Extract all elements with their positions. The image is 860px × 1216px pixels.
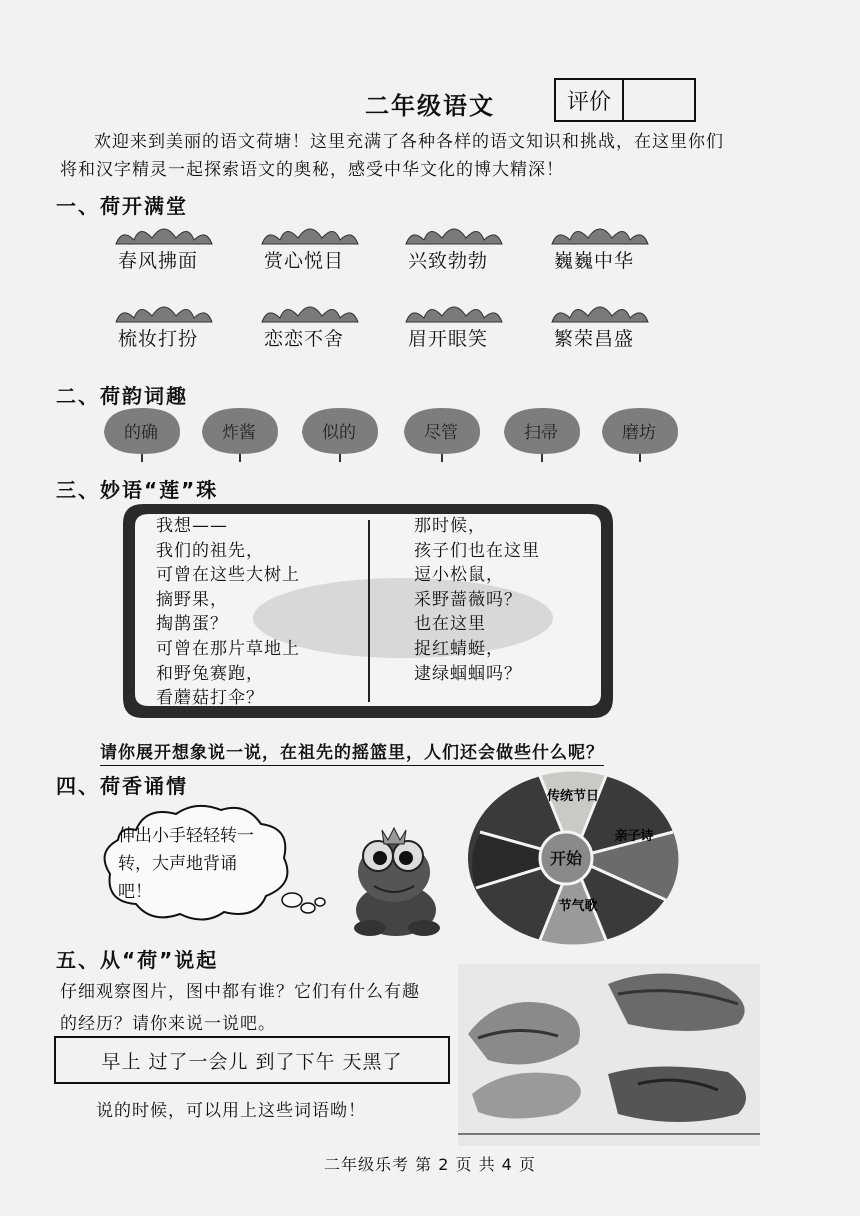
lotus-word: 恋恋不舍	[263, 328, 344, 350]
lotus-icon	[258, 298, 362, 324]
lotus-icon	[548, 220, 652, 246]
poem-line: 孩子们也在这里	[414, 540, 540, 561]
lotus-icon	[112, 220, 216, 246]
lotus-word-card	[534, 298, 684, 368]
section5-heading: 五、从“荷”说起	[56, 948, 219, 972]
poem-right-column	[414, 514, 540, 686]
lotus-word-card	[534, 220, 684, 290]
lotus-word-card	[244, 220, 394, 290]
poem-line: 采野蔷薇吗？	[414, 589, 522, 610]
cloud-text: 伸出小手轻轻转一转，大声地背诵吧！	[118, 826, 254, 902]
poem-line: 看蘑菇打伞？	[156, 688, 264, 709]
lotus-word: 赏心悦目	[263, 250, 344, 272]
lotus-word: 繁荣昌盛	[553, 328, 634, 350]
page-title: 二年级语文	[365, 92, 495, 120]
lotus-icon	[112, 298, 216, 324]
imagination-question: 请你展开想象说一说，在祖先的摇篮里，人们还会做些什么呢？	[100, 738, 604, 766]
page-footer: 二年级乐考 第 2 页 共 4 页	[324, 1155, 536, 1174]
poem-left-column	[156, 514, 300, 711]
section5-hint: 说的时候，可以用上这些词语呦！	[96, 1101, 366, 1121]
leaf-word-card	[98, 404, 184, 460]
wheel-center-label: 开始	[549, 849, 583, 868]
recitation-wheel[interactable]	[466, 770, 680, 946]
leaf-word: 炸酱	[222, 423, 256, 443]
lotus-word-card	[98, 298, 248, 368]
leaf-word-card	[596, 404, 682, 460]
lotus-word-card	[388, 298, 538, 368]
section1-heading: 一、荷开满堂	[56, 194, 188, 218]
lotus-story-pictures	[458, 964, 760, 1146]
wheel-bottom-label: 节气歌	[558, 899, 598, 914]
poem-line: 摘野果，	[156, 589, 228, 610]
poem-line: 捉红蜻蜓，	[414, 638, 504, 659]
leaf-word-card	[296, 404, 382, 460]
leaf-word: 扫帚	[524, 423, 558, 443]
evaluation-blank[interactable]	[624, 80, 694, 120]
lotus-word: 梳妆打扮	[117, 328, 198, 350]
poem-line: 可曾在那片草地上	[156, 638, 300, 659]
poem-line: 掏鹊蛋？	[156, 614, 228, 635]
lotus-word-card	[98, 220, 248, 290]
poem-line: 我们的祖先，	[156, 540, 264, 561]
poem-line: 我想——	[156, 516, 228, 536]
leaf-word: 的确	[124, 423, 158, 443]
lotus-word: 眉开眼笑	[407, 328, 488, 350]
poem-line: 逗小松鼠，	[414, 565, 504, 586]
section2-heading: 二、荷韵词趣	[56, 384, 188, 408]
wheel-top-label: 传统节日	[546, 789, 600, 804]
leaf-word-card	[498, 404, 584, 460]
poem-line: 可曾在这些大树上	[156, 565, 300, 586]
lotus-icon	[402, 220, 506, 246]
lotus-word: 春风拂面	[117, 250, 198, 272]
lotus-icon	[402, 298, 506, 324]
lotus-word: 巍巍中华	[553, 250, 634, 272]
frog-illustration	[344, 820, 448, 938]
section4-heading: 四、荷香诵情	[56, 774, 188, 798]
section3-heading: 三、妙语“莲”珠	[56, 478, 219, 502]
evaluation-box	[554, 78, 696, 122]
time-words-box: 早上 过了一会儿 到了下午 天黑了	[54, 1036, 450, 1084]
lotus-icon	[548, 298, 652, 324]
lotus-icon	[258, 220, 362, 246]
leaf-word: 尽管	[424, 423, 458, 443]
intro-paragraph: 欢迎来到美丽的语文荷塘！这里充满了各种各样的语文知识和挑战，在这里你们将和汉字精灵一起探索语文的奥秘，感受中华文化的博大精深！	[60, 132, 724, 180]
poem-line: 那时候，	[414, 516, 486, 536]
poem-line: 逮绿蝈蝈吗？	[414, 663, 522, 684]
lotus-word-card	[388, 220, 538, 290]
leaf-word: 磨坊	[622, 423, 656, 443]
poem-line: 也在这里	[414, 614, 486, 635]
leaf-word-card	[196, 404, 282, 460]
lotus-word-card	[244, 298, 394, 368]
wheel-right-label: 亲子诗	[614, 829, 654, 844]
section5-prompt: 仔细观察图片，图中都有谁？它们有什么有趣的经历？请你来说一说吧。	[60, 982, 420, 1034]
poem-line: 和野兔赛跑，	[156, 663, 264, 684]
lotus-word: 兴致勃勃	[407, 250, 488, 272]
evaluation-label: 评价	[556, 80, 624, 120]
leaf-word: 似的	[322, 423, 356, 443]
leaf-word-card	[398, 404, 484, 460]
